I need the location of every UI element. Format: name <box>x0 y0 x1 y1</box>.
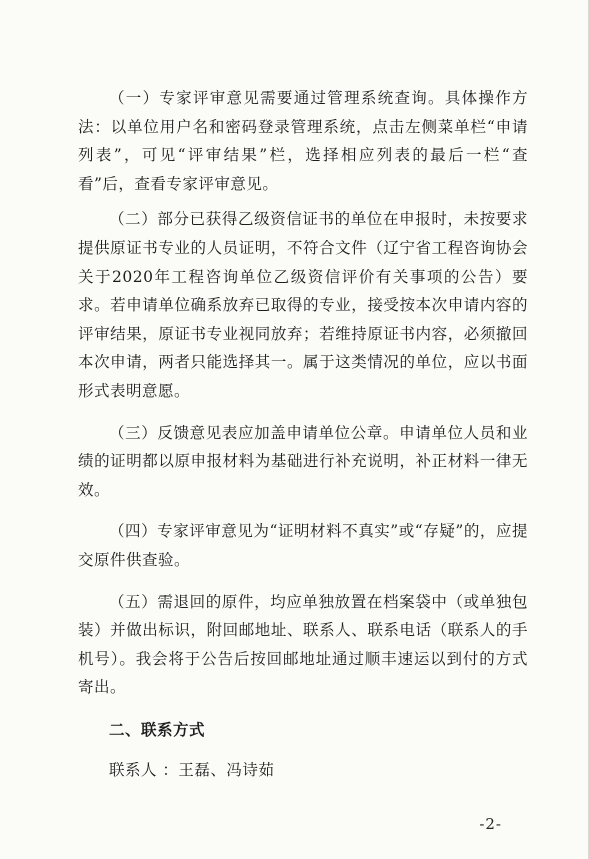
paragraph-item-4: （四）专家评审意见为“证明材料不真实”或“存疑”的，应提交原件供查验。 <box>78 522 528 569</box>
paragraph-item-3: （三）反馈意见表应加盖申请单位公章。申请单位人员和业绩的证明都以原申报材料为基础进行补充说明，补正材料一律无效。 <box>78 423 528 499</box>
paragraph-item-1: （一）专家评审意见需要通过管理系统查询。具体操作方法：以单位用户名和密码登录管理系统，点击左侧菜单栏“申请列表”，可见“评审结果”栏，选择相应列表的最后一栏“查看”后，查看专家评审意见。 <box>78 89 528 193</box>
document-body <box>78 84 528 785</box>
section-heading-contact: 二、联系方式 <box>109 720 206 739</box>
paragraph-item-5: （五）需退回的原件，均应单独放置在档案袋中（或单独包装）并做出标识，附回邮地址、联系人、联系电话（联系人的手机号）。我会将于公告后按回邮地址通过顺丰速运以到付的方式寄出。 <box>78 592 528 697</box>
page-number: -2- <box>479 815 502 833</box>
paragraph-item-2: （二）部分已获得乙级资信证书的单位在申报时，未按要求提供原证书专业的人员证明，不符合文件（辽宁省工程咨询协会关于2020年工程咨询单位乙级资信评价有关事项的公告）要求。若申请单位确系放弃已取得的专业，接受按本次申请内容的评审结果，原证书专业视同放弃；若维持原证书内容，必须撤回本次申请，两者只能选择其一。属于这类情况的单位，应以书面形式表明意愿。 <box>78 210 528 400</box>
contact-line: 联系人 ：王磊、冯诗茹 <box>109 761 275 780</box>
